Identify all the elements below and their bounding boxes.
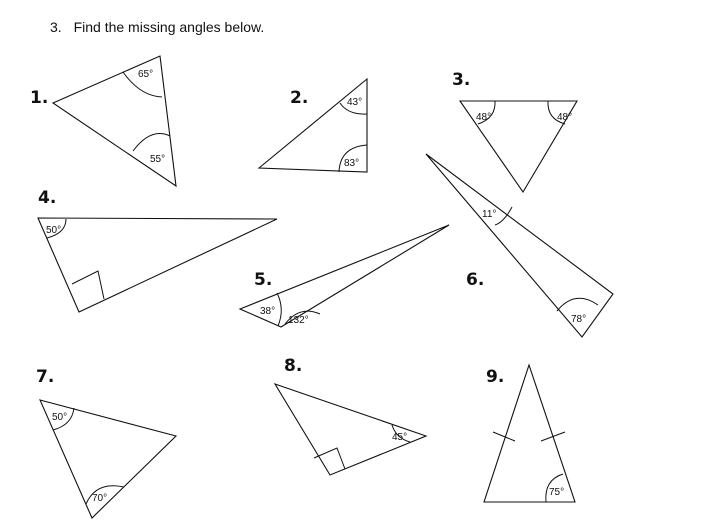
triangle-2-angle-a: 43° xyxy=(347,97,363,108)
figure-7-label: 7. xyxy=(36,367,55,387)
triangle-7 xyxy=(40,400,176,518)
question-number: 3. xyxy=(50,19,62,35)
triangle-9 xyxy=(484,365,575,502)
figure-6-label: 6. xyxy=(466,270,485,290)
question-text: Find the missing angles below. xyxy=(73,19,265,35)
figure-8-label: 8. xyxy=(284,356,303,376)
figure-4-label: 4. xyxy=(38,188,57,208)
triangle-2-angle-b: 83° xyxy=(344,158,360,169)
figure-5-label: 5. xyxy=(254,270,273,290)
triangle-8-angle: 45° xyxy=(392,432,408,443)
figure-9-label: 9. xyxy=(486,367,505,387)
triangle-1-angle-b: 55° xyxy=(150,154,166,165)
triangle-5-angle-b: 132° xyxy=(288,315,309,326)
triangle-7-angle-b: 70° xyxy=(92,493,108,504)
triangle-5-angle-a: 38° xyxy=(260,306,276,317)
triangle-6-angle-a: 11° xyxy=(482,209,497,220)
triangle-3 xyxy=(460,101,577,192)
figure-1-label: 1. xyxy=(30,88,49,108)
triangle-3-angle-b: 48° xyxy=(557,112,573,123)
triangle-4-angle: 50° xyxy=(46,225,62,236)
triangle-2 xyxy=(259,79,367,172)
triangle-9-angle: 75° xyxy=(549,487,565,498)
triangle-5 xyxy=(240,225,449,327)
triangle-4 xyxy=(38,218,277,312)
triangle-1-angle-a: 65° xyxy=(138,69,154,80)
figure-3-label: 3. xyxy=(452,70,471,90)
triangle-8 xyxy=(275,384,426,475)
figure-2-label: 2. xyxy=(290,88,309,108)
triangle-3-angle-a: 48° xyxy=(476,112,492,123)
triangle-1 xyxy=(53,56,176,186)
triangle-7-angle-a: 50° xyxy=(52,412,68,423)
triangle-6-angle-b: 78° xyxy=(571,314,587,325)
triangle-6 xyxy=(426,154,613,337)
